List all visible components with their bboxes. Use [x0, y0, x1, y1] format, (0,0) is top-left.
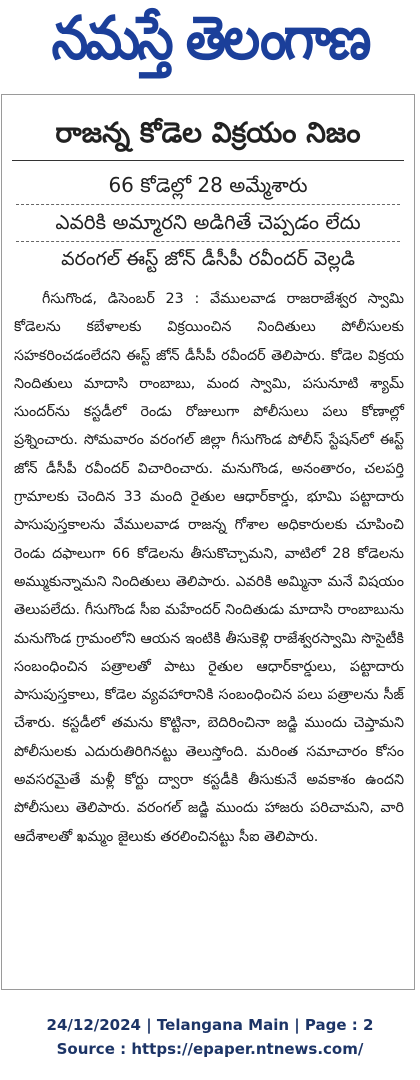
article-body: [14, 285, 404, 851]
masthead-title: నమస్తే తెలంగాణ: [51, 4, 369, 74]
subhead-3: వరంగల్‌ ఈస్ట్‌ జోన్‌ డీసీపీ రవీందర్‌ వెల్లడి: [61, 248, 355, 270]
footer-date-edition: 24/12/2024 | Telangana Main | Page : 2: [46, 1016, 374, 1034]
headline-divider: [12, 160, 404, 161]
masthead: [0, 0, 420, 92]
article-headline: రాజన్న కోడెల విక్రయం నిజం: [55, 116, 361, 149]
footer-source-link[interactable]: Source : https://epaper.ntnews.com/: [56, 1040, 364, 1058]
subhead-1: 66 కోడెల్లో 28 అమ్మేశారు: [108, 173, 308, 197]
article-body-paragraph: గీసుగొండ, డిసెంబర్‌ 23 : వేములవాడ రాజరాజేశ్వర స్వామి కోడెలను కబేళాలకు విక్రయించిన నిందితులు పోలీసులకు సహకరించడంలేదని ఈస్ట్‌ జోన్‌ డీసీపీ రవీందర్‌ తెలిపారు. కోడెల విక్రయ నిందితులు మాదాసి రాంబాబు, మంద స్వామి, పసునూటి శ్యామ్‌ సుందర్‌ను కస్టడీలో రెండు రోజులుగా పోలీసులు పలు కోణాల్లో ప్రశ్నించారు. సోమవారం వరంగల్‌ జిల్లా గీసుగొండ పోలీస్‌ స్టేషన్‌లో ఈస్ట్‌ జోన్‌ డీసీపీ రవీందర్‌ విచారించారు. మనుగొండ, అనంతారం, చలపర్తి గ్రామాలకు చెందిన 33 మంది రైతుల ఆధార్‌కార్డు, భూమి పట్టాదారు పాసుపుస్తకాలను వేములవాడ రాజన్న గోశాల అధికారులకు చూపించి రెండు దఫాలుగా 66 కోడెలను తీసుకొచ్చామని, వాటిలో 28 కోడెలను అమ్ముకున్నామని నిందితులు తెలిపారు. ఎవరికి అమ్మినా మనే విషయం తెలుపలేదు. గీసుగొండ సీఐ మహేందర్‌ నిందితుడు మాదాసి రాంబాబును మనుగొండ గ్రామంలోని ఆయన ఇంటికి తీసుకెళ్లి రాజేశ్వరస్వామి సొసైటీకి సంబంధించిన పత్రాలతో పాటు రైతుల ఆధార్‌కార్డులు, పట్టాదారు పాసుపుస్తకాలు, కోడెల వ్యవహారానికి సంబంధించిన పలు పత్రాలను సీజ్‌ చేశారు. కస్టడీలో తమను కొట్టినా, బెదిరించినా జడ్జి ముందు చెప్తామని పోలీసులకు ఎదురుతిరిగినట్టు తెలుస్తోంది. మరింత సమాచారం కోసం అవసరమైతే మళ్లీ కోర్టు ద్వారా కస్టడీకి తీసుకునే అవకాశం ఉందని పోలీసులు తెలిపారు. వరంగల్‌ జడ్జి ముందు హాజరు పరిచామని, వారి ఆదేశాలతో ఖమ్మం జైలుకు తరలించినట్టు సీఐ తెలిపారు.: [14, 291, 404, 845]
subhead-2: ఎవరికి అమ్మారని అడిగితే చెప్పడం లేదు: [55, 210, 361, 234]
